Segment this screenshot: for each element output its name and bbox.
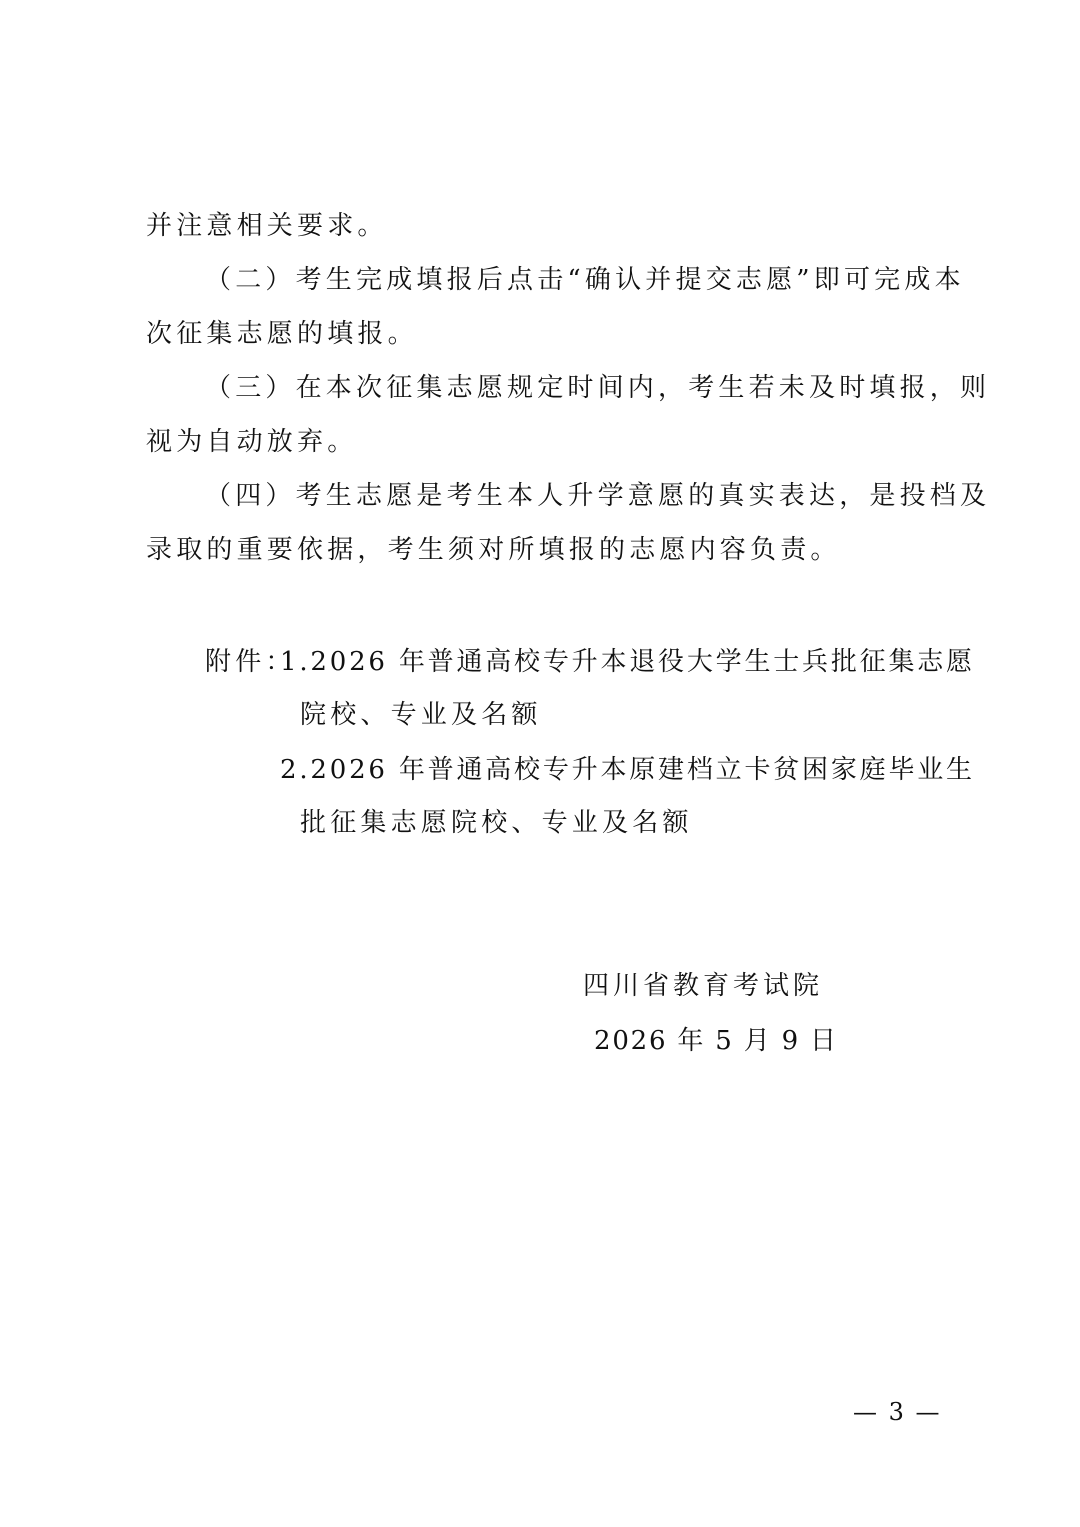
attachment-2-line-1: 2.2026 年普通高校专升本原建档立卡贫困家庭毕业生 (280, 755, 975, 785)
body-line-1: 并注意相关要求。 (146, 211, 388, 241)
attachment-prefix: 附件： (205, 647, 296, 677)
issue-date: 2026 年 5 月 9 日 (594, 1026, 838, 1056)
item-3-line-1: （三）在本次征集志愿规定时间内，考生若未及时填报，则 (205, 373, 991, 403)
item-2-line-1: （二）考生完成填报后点击“确认并提交志愿”即可完成本 (205, 265, 965, 295)
item-2-line-2: 次征集志愿的填报。 (146, 319, 418, 349)
item-4-line-2: 录取的重要依据，考生须对所填报的志愿内容负责。 (146, 535, 841, 565)
item-3-line-2: 视为自动放弃。 (146, 427, 358, 457)
page-number: — 3 — (853, 1398, 942, 1426)
attachment-1-line-2: 院校、专业及名额 (300, 700, 542, 730)
attachment-2-line-2: 批征集志愿院校、专业及名额 (300, 808, 693, 838)
issuer-organization: 四川省教育考试院 (583, 971, 824, 1001)
item-4-line-1: （四）考生志愿是考生本人升学意愿的真实表达，是投档及 (205, 481, 991, 511)
attachment-1-line-1: 1.2026 年普通高校专升本退役大学生士兵批征集志愿 (280, 647, 975, 677)
